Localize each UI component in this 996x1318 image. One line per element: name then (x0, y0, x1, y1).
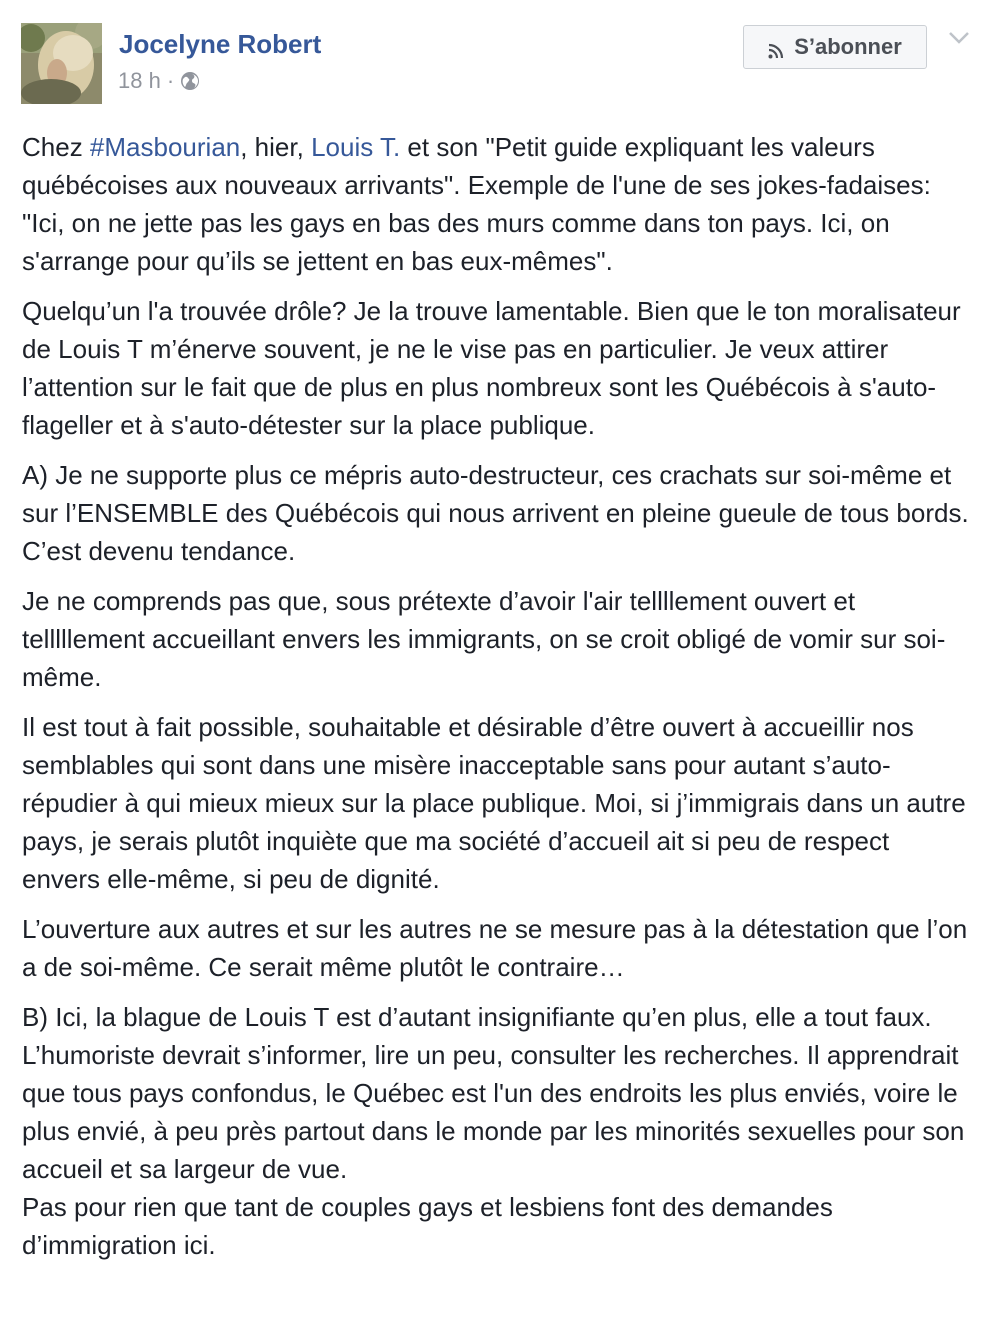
post-paragraph-1 (22, 128, 972, 280)
rss-icon (768, 39, 784, 55)
text-segment: Chez (22, 132, 90, 162)
post-paragraph-7: B) Ici, la blague de Louis T est d’autant insignifiante qu’en plus, elle a tout faux. L’humoriste devrait s’informer, lire un peu, consulter les recherches. Il apprendrait que tous pays confondus, le Québec est l'un des endroits les plus enviés, voire le plus envié, à peu près partout dans le monde par les minorités sexuelles pour son accueil et sa largeur de vue. Pas pour rien que tant de couples gays et lesbiens font des demandes d’immigration ici. (22, 1002, 965, 1260)
subscribe-label: S’abonner (794, 34, 902, 59)
mention-link[interactable]: Louis T. (311, 132, 401, 162)
text-segment: et son "Petit guide expliquant les valeurs québécoises aux nouveaux arrivants". Exemple de l'une de ses jokes-fadaises: "Ici, on ne jette pas les gays en bas des murs comme dans ton pays. Ici, on s'arrange pour qu’ils se jettent en bas eux-mêmes". (22, 132, 931, 276)
post-paragraph-6: L’ouverture aux autres et sur les autres ne se mesure pas à la détestation que l’on a de soi-même. Ce serait même plutôt le contraire… (22, 914, 968, 982)
text-segment: , hier, (240, 132, 312, 162)
subscribe-button[interactable] (743, 25, 927, 69)
avatar[interactable] (21, 23, 102, 104)
author-name-link[interactable]: Jocelyne Robert (119, 29, 322, 59)
timestamp-link[interactable]: 18 h (118, 68, 161, 93)
post-paragraph-3: A) Je ne supporte plus ce mépris auto-destructeur, ces crachats sur soi-même et sur l’ENSEMBLE des Québécois qui nous arrivent en pleine gueule de tous bords. C’est devenu tendance. (22, 460, 969, 566)
post-paragraph-2: Quelqu’un l'a trouvée drôle? Je la trouve lamentable. Bien que le ton moralisateur de Louis T m’énerve souvent, je ne le vise pas en particulier. Je veux attirer l’attention sur le fait que de plus en plus nombreux sont les Québécois à s'auto-flageller et à s'auto-détester sur la place publique. (22, 296, 961, 440)
hashtag-link[interactable]: #Masbourian (89, 132, 241, 162)
chevron-down-icon[interactable] (948, 30, 970, 46)
post-meta (118, 68, 200, 94)
meta-separator: · (166, 68, 175, 93)
avatar-photo (21, 23, 102, 104)
post-paragraph-5: Il est tout à fait possible, souhaitable et désirable d’être ouvert à accueillir nos semblables qui sont dans une misère inacceptable sans pour autant s’auto-répudier à qui mieux mieux sur la place publique. Moi, si j’immigrais dans un autre pays, je serais plutôt inquiète que ma société d’accueil ait si peu de respect envers elle-même, si peu de dignité. (22, 712, 966, 894)
globe-icon[interactable] (180, 71, 200, 91)
post-body (22, 128, 972, 1276)
post-paragraph-4: Je ne comprends pas que, sous prétexte d’avoir l'air tellllement ouvert et telllllement accueillant envers les immigrants, on se croit obligé de vomir sur soi-même. (22, 586, 946, 692)
